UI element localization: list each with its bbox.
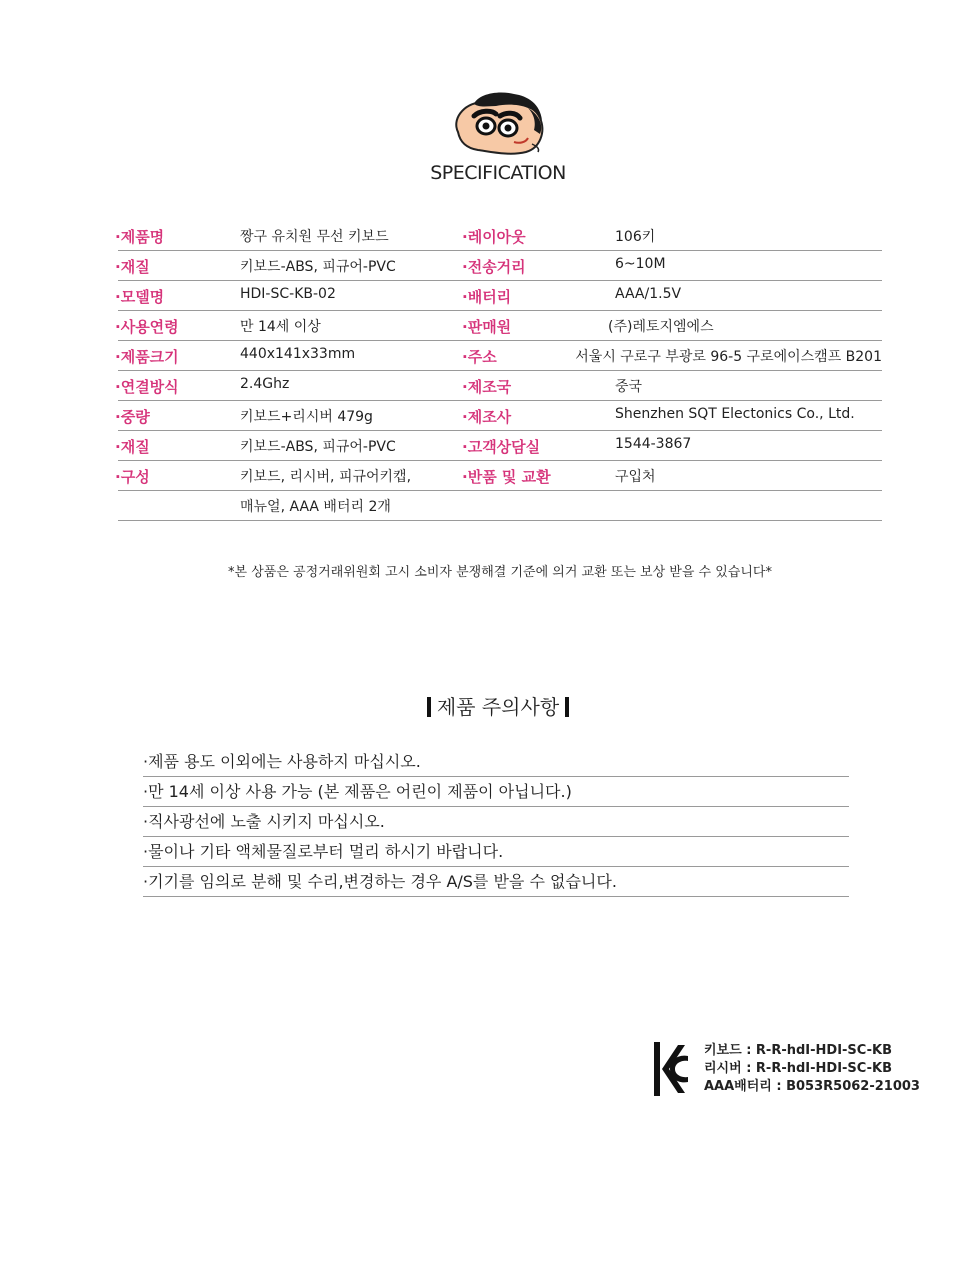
- spec-label: ·제조국: [462, 378, 512, 396]
- spec-label: ·사용연령: [115, 318, 179, 336]
- section-title: [0, 691, 980, 720]
- spec-value: (주)레토지엠에스: [608, 319, 714, 335]
- spec-value: Shenzhen SQT Electonics Co., Ltd.: [615, 406, 855, 422]
- list-item: ·만 14세 이상 사용 가능 (본 제품은 어린이 제품이 아닙니다.): [143, 777, 849, 807]
- spec-label: ·제품크기: [115, 348, 179, 366]
- table-row: [115, 461, 882, 491]
- title-bar-decoration: [565, 697, 569, 717]
- spec-label: ·연결방식: [115, 378, 179, 396]
- cert-line: 키보드 : R-R-hdI-HDI-SC-KB: [704, 1043, 893, 1058]
- table-row: [115, 431, 882, 461]
- spec-value: 440x141x33mm: [240, 346, 356, 362]
- spec-label: ·재질: [115, 438, 150, 456]
- table-row: [115, 401, 882, 431]
- spec-value: 짱구 유치원 무선 키보드: [240, 229, 389, 245]
- spec-value: 1544-3867: [615, 436, 692, 452]
- page-title: SPECIFICATION: [430, 162, 566, 184]
- list-item: ·물이나 기타 액체물질로부터 멀리 하시기 바랍니다.: [143, 837, 849, 867]
- spec-label: ·중량: [115, 408, 150, 426]
- list-item: ·제품 용도 이외에는 사용하지 마십시오.: [143, 747, 849, 777]
- cert-line: AAA배터리 : B053R5062-21003: [704, 1079, 920, 1094]
- spec-value: 키보드, 리시버, 피규어키캡,: [240, 469, 412, 485]
- spec-table: [115, 221, 882, 521]
- spec-label: ·레이아웃: [462, 228, 526, 246]
- spec-label: ·고객상담실: [462, 438, 541, 456]
- spec-label: ·반품 및 교환: [462, 468, 551, 486]
- spec-label: ·재질: [115, 258, 150, 276]
- caution-title-text: 제품 주의사항: [436, 695, 560, 719]
- spec-value: HDI-SC-KB-02: [240, 286, 336, 302]
- table-row: [115, 281, 882, 311]
- title-bar-decoration: [427, 697, 431, 717]
- spec-value: AAA/1.5V: [615, 286, 682, 302]
- spec-value: 중국: [615, 379, 643, 395]
- spec-label: ·제조사: [462, 408, 512, 426]
- list-item: ·기기를 임의로 분해 및 수리,변경하는 경우 A/S를 받을 수 없습니다.: [143, 867, 849, 897]
- spec-value: 매뉴얼, AAA 배터리 2개: [240, 499, 391, 515]
- spec-value: 6~10M: [615, 256, 666, 272]
- spec-value: 구입처: [615, 469, 656, 485]
- spec-label: ·배터리: [462, 288, 512, 306]
- spec-value: 키보드-ABS, 피규어-PVC: [240, 259, 396, 275]
- spec-value: 2.4Ghz: [240, 376, 290, 392]
- table-row: [115, 311, 882, 341]
- table-row: [118, 491, 882, 521]
- spec-value: 106키: [615, 229, 656, 245]
- certification-info: [704, 1042, 920, 1096]
- list-item: ·직사광선에 노출 시키지 마십시오.: [143, 807, 849, 837]
- spec-value: 키보드+리시버 479g: [240, 409, 373, 425]
- spec-label: ·주소: [462, 348, 497, 366]
- table-row: [115, 341, 882, 371]
- spec-label: ·제품명: [115, 228, 165, 246]
- spec-label: ·전송거리: [462, 258, 526, 276]
- cartoon-boy-face-icon: [448, 90, 548, 162]
- table-row: [115, 251, 882, 281]
- spec-value: 서울시 구로구 부광로 96-5 구로에이스캠프 B201: [575, 349, 882, 365]
- kc-mark-icon: [654, 1042, 690, 1096]
- cert-line: 리시버 : R-R-hdI-HDI-SC-KB: [704, 1061, 893, 1076]
- spec-label: ·판매원: [462, 318, 512, 336]
- table-row: [115, 221, 882, 251]
- caution-list: [143, 747, 849, 897]
- table-row: [115, 371, 882, 401]
- spec-label: ·구성: [115, 468, 150, 486]
- spec-value: 만 14세 이상: [240, 319, 321, 335]
- spec-value: 키보드-ABS, 피규어-PVC: [240, 439, 396, 455]
- legal-note: *본 상품은 공정거래위원회 고시 소비자 분쟁해결 기준에 의거 교환 또는 보상 받을 수 있습니다*: [228, 565, 772, 580]
- spec-label: ·모델명: [115, 288, 165, 306]
